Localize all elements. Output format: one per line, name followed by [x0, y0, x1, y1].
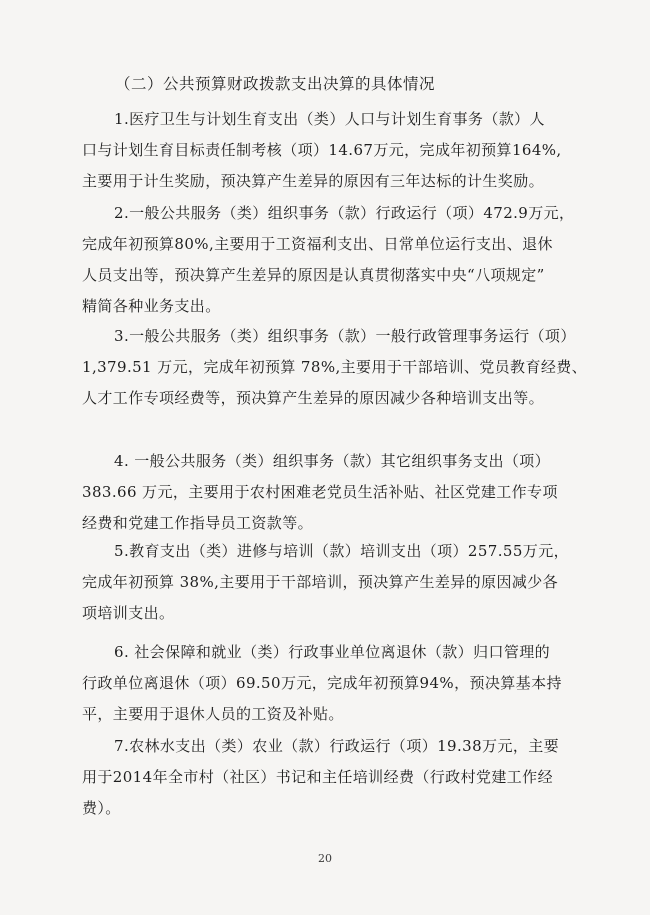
paragraph-1 [82, 104, 572, 197]
paragraph-line: 平，主要用于退休人员的工资及补贴。 [82, 705, 344, 723]
paragraph-line: 主要用于计生奖励，预决算产生差异的原因有三年达标的计生奖励。 [82, 172, 545, 190]
paragraph-line: 行政单位离退休（项）69.50万元，完成年初预算94%，预决算基本持 [82, 674, 562, 692]
paragraph-line: 1.医疗卫生与计划生育支出（类）人口与计划生育事务（款）人 [114, 110, 545, 128]
paragraph-line: 383.66 万元，主要用于农村困难老党员生活补贴、社区党建工作专项 [82, 483, 558, 501]
paragraph-line: 3.一般公共服务（类）组织事务（款）一般行政管理事务运行（项） [114, 327, 576, 345]
paragraph-4 [82, 446, 572, 539]
paragraph-line: 费）。 [82, 799, 121, 817]
page-number: 20 [318, 852, 332, 865]
paragraph-line: 2.一般公共服务（类）组织事务（款）行政运行（项）472.9万元， [114, 204, 575, 222]
paragraph-line: 经费和党建工作指导员工资款等。 [82, 514, 314, 532]
paragraph-line: 1,379.51 万元，完成年初预算 78%,主要用于干部培训、党员教育经费、 [82, 358, 588, 376]
paragraph-line: 用于2014年全市村（社区）书记和主任培训经费（行政村党建工作经 [82, 768, 553, 786]
paragraph-line: 人员支出等，预决算产生差异的原因是认真贯彻落实中央“八项规定” [82, 266, 545, 284]
paragraph-line: 精简各种业务支出。 [82, 297, 221, 315]
paragraph-5 [82, 536, 572, 629]
paragraph-line: 口与计划生育目标责任制考核（项）14.67万元，完成年初预算164%, [82, 141, 562, 159]
paragraph-7 [82, 731, 572, 824]
section-heading: （二）公共预算财政拨款支出决算的具体情况 [115, 75, 436, 93]
paragraph-line: 4. 一般公共服务（类）组织事务（款）其它组织事务支出（项） [114, 452, 551, 470]
paragraph-line: 完成年初预算 38%,主要用于干部培训，预决算产生差异的原因减少各 [82, 573, 559, 591]
paragraph-3 [82, 321, 588, 414]
paragraph-line: 项培训支出。 [82, 604, 175, 622]
paragraph-line: 完成年初预算80%,主要用于工资福利支出、日常单位运行支出、退休 [82, 235, 553, 253]
paragraph-6 [82, 637, 572, 730]
paragraph-line: 7.农林水支出（类）农业（款）行政运行（项）19.38万元，主要 [114, 737, 560, 755]
paragraph-2 [82, 198, 575, 322]
paragraph-line: 6. 社会保障和就业（类）行政事业单位离退休（款）归口管理的 [114, 643, 551, 661]
paragraph-line: 5.教育支出（类）进修与培训（款）培训支出（项）257.55万元， [114, 542, 569, 560]
paragraph-line: 人才工作专项经费等，预决算产生差异的原因减少各种培训支出等。 [82, 389, 545, 407]
